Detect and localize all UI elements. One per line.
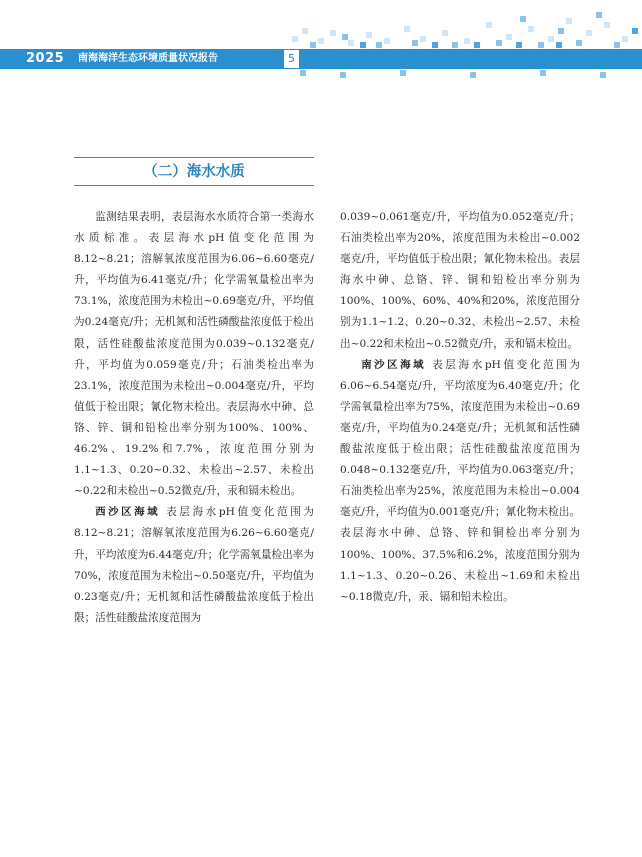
paragraph-xisha-text: 表层海水pH值变化范围为8.12~8.21；溶解氧浓度范围为6.26~6.60毫克/升，平均浓度为6.44毫克/升；化学需氧量检出率为70%，浓度范围为未检出~0.50毫克/升，平均值为0.23毫克/升；无机氮和活性磷酸盐浓度低于检出限；活性硅酸盐浓度范围为 (74, 506, 314, 624)
body-column-right (340, 207, 580, 608)
section-rule-top (74, 157, 314, 158)
paragraph-nansha-text: 表层海水pH值变化范围为6.06~6.54毫克/升，平均浓度为6.40毫克/升；化学需氧量检出率为75%，浓度范围为未检出~0.69毫克/升，平均值为0.24毫克/升；无机氮和活性磷酸盐浓度低于检出限；活性硅酸盐浓度范围为0.048~0.132毫克/升，平均值为0.063毫克/升；石油类检出率为25%，浓度范围为未检出~0.004毫克/升，平均值为0.001毫克/升；氰化物未检出。表层海水中砷、总铬、锌和铜检出率分别为100%、100%、37.5%和6.2%，浓度范围分别为1.1~1.3、0.20~0.26、未检出~1.69和未检出~0.18微克/升，汞、镉和铅未检出。 (340, 358, 580, 603)
paragraph-xisha-continued: 0.039~0.061毫克/升，平均值为0.052毫克/升；石油类检出率为20%，浓度范围为未检出~0.002毫克/升，平均值低于检出限；氰化物未检出。表层海水中砷、总铬、锌、铜和铅检出率分别为100%、100%、60%、40%和20%，浓度范围分别为1.1~1.2、0.20~0.32、未检出~2.57、未检出~0.22和未检出~0.52微克/升，汞和镉未检出。 (340, 211, 580, 350)
header-year: 2025 (26, 51, 65, 66)
paragraph-summary: 监测结果表明，表层海水水质符合第一类海水水质标准。表层海水pH值变化范围为8.12~8.21；溶解氧浓度范围为6.06~6.60毫克/升，平均值为6.41毫克/升；化学需氧量检出率为73.1%，浓度范围为未检出~0.69毫克/升，平均值为0.24毫克/升；无机氮和活性磷酸盐浓度低于检出限，活性硅酸盐浓度范围为0.039~0.132毫克/升，平均值为0.059毫克/升；石油类检出率为23.1%，浓度范围为未检出~0.004毫克/升，平均值低于检出限；氰化物未检出。表层海水中砷、总铬、锌、铜和铅检出率分别为100%、100%、46.2%、19.2%和7.7%，浓度范围分别为1.1~1.3、0.20~0.32、未检出~2.57、未检出~0.22和未检出~0.52微克/升，汞和镉未检出。 (74, 211, 314, 498)
paragraph-nansha (340, 355, 580, 608)
header-title: 南海海洋生态环境质量状况报告 (78, 53, 218, 64)
region-label-xisha: 西沙区海域 (95, 506, 161, 519)
section-rule-bottom (74, 185, 314, 186)
paragraph-xisha (74, 502, 314, 629)
body-column-left (74, 207, 314, 629)
region-label-nansha: 南沙区海域 (361, 358, 427, 371)
section-title: （二）海水水质 (143, 163, 245, 180)
page-number: 5 (283, 49, 300, 69)
